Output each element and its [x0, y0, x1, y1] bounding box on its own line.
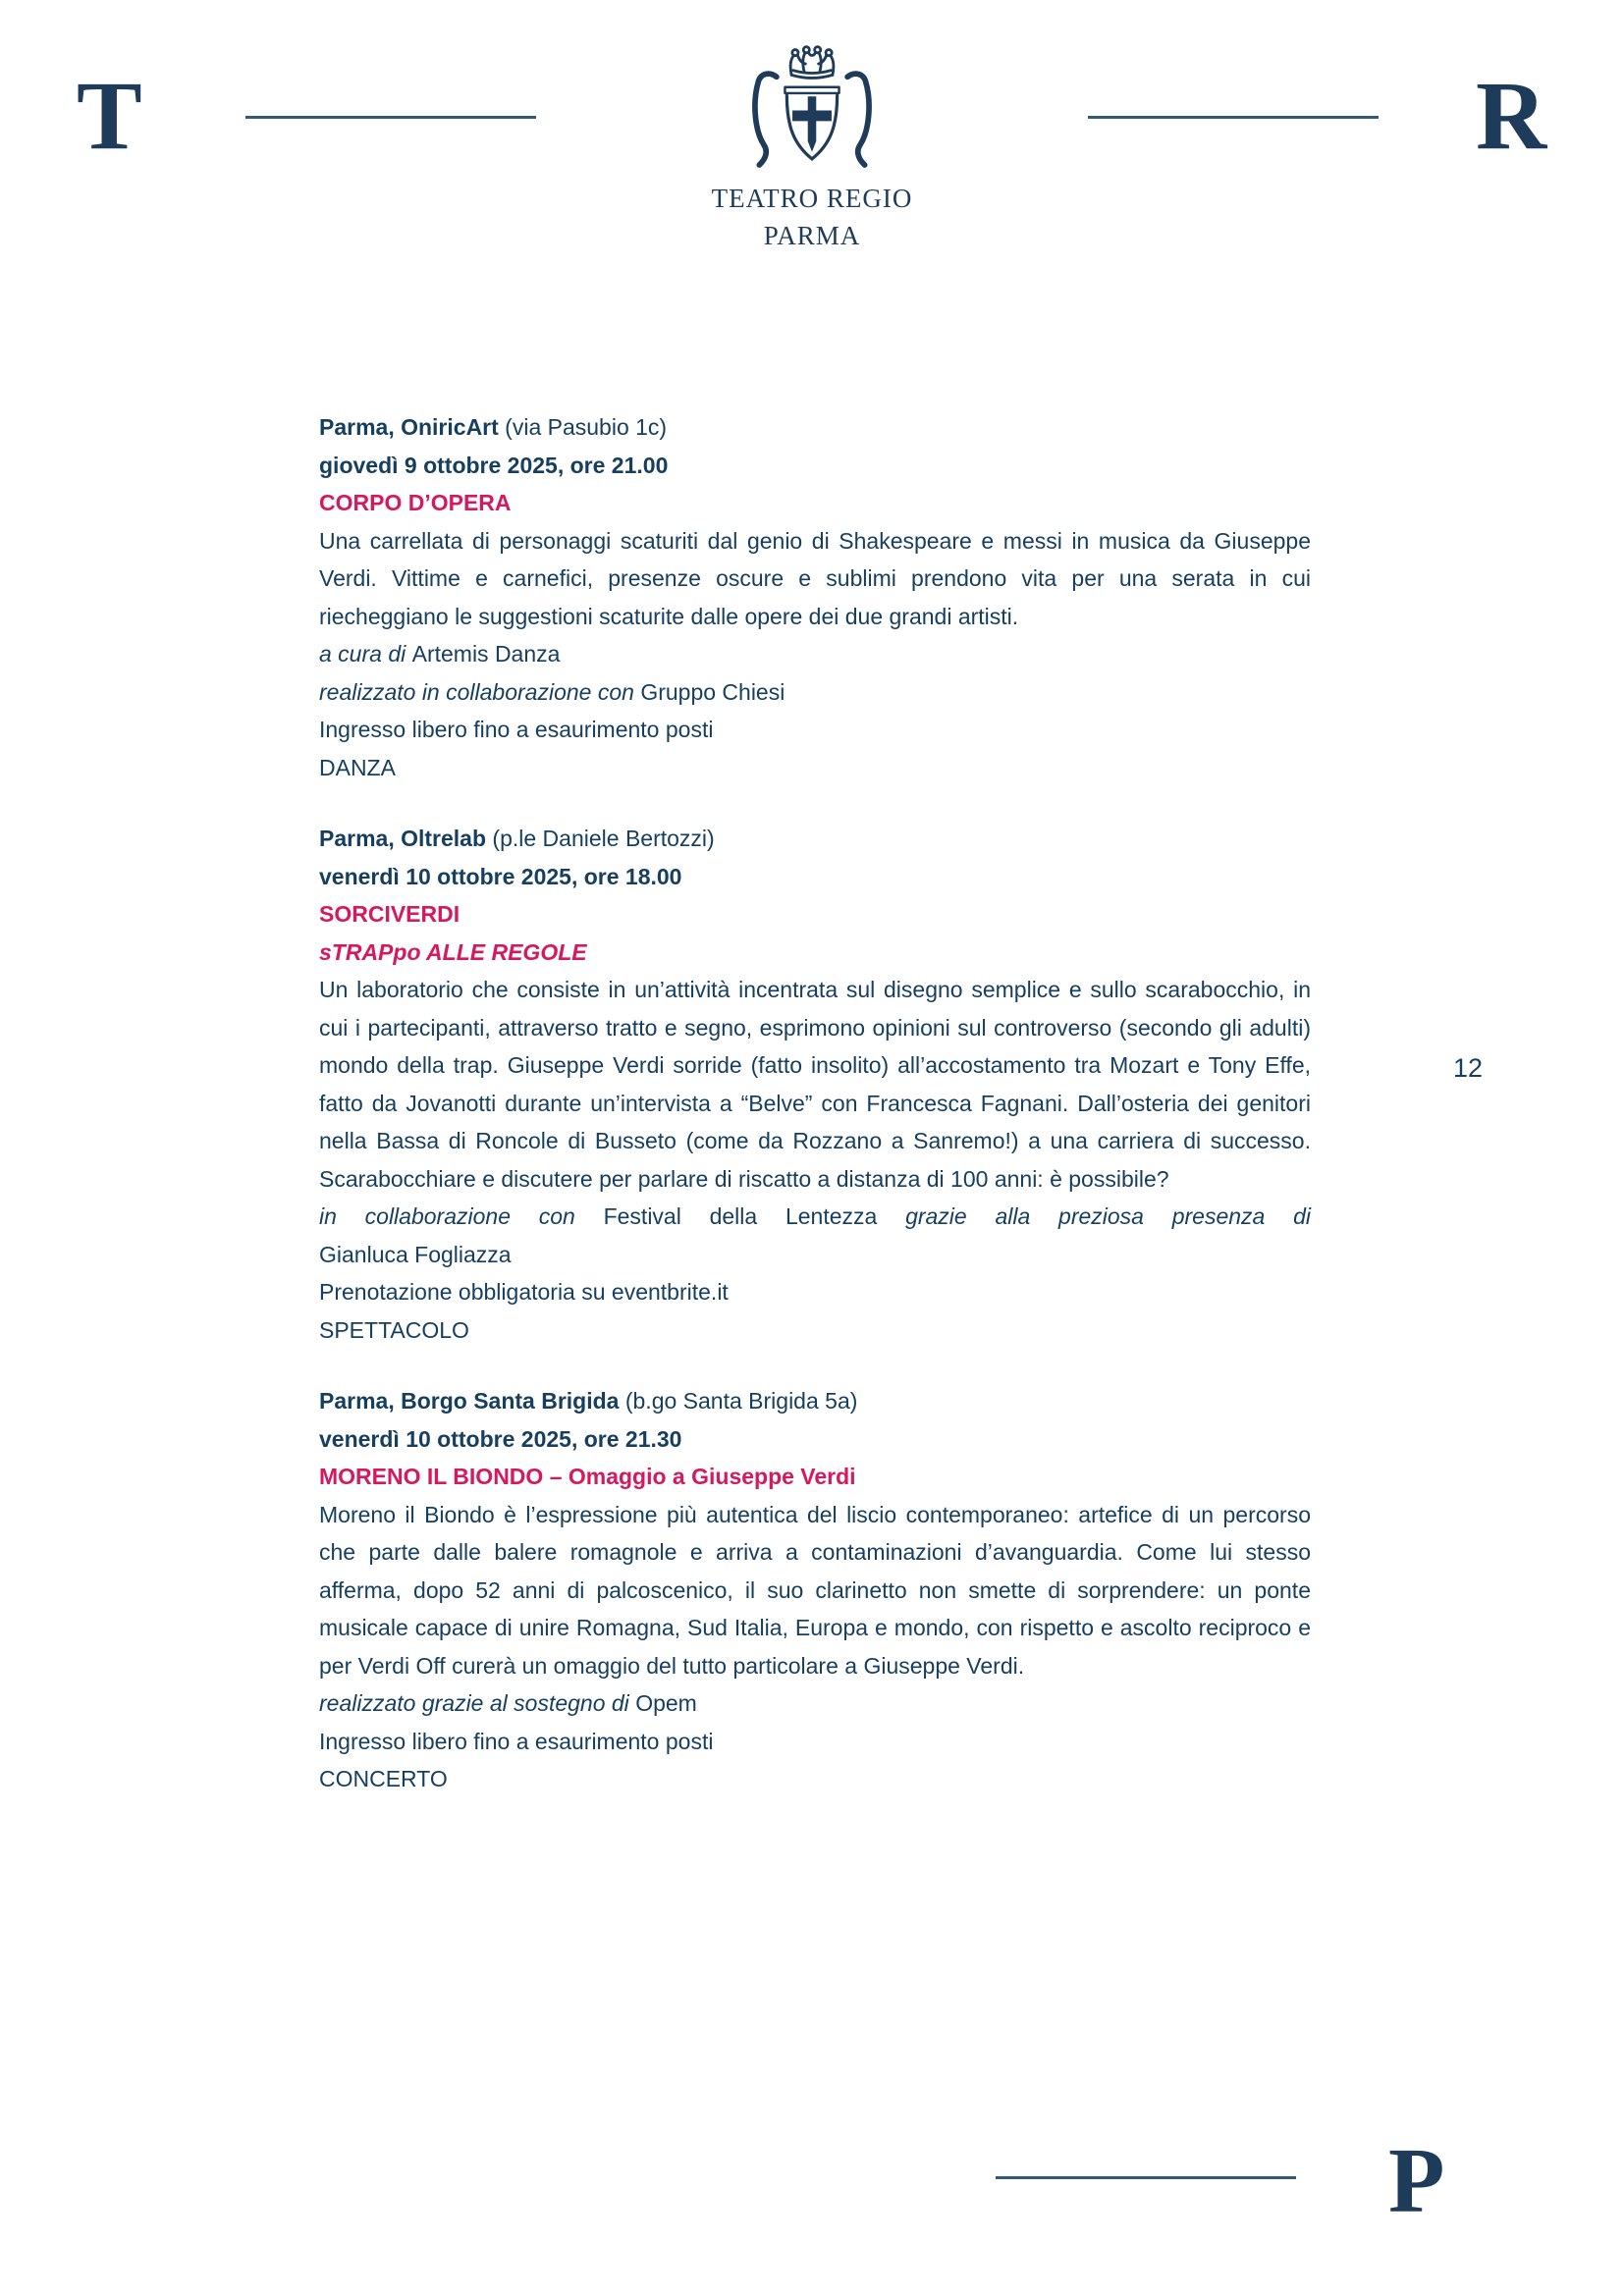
- event-titles: [319, 1458, 1311, 1496]
- events-list: [319, 408, 1311, 1832]
- page-number: 12: [1453, 1053, 1484, 1083]
- shield-cross-icon: [785, 87, 839, 159]
- event-datetime: giovedì 9 ottobre 2025, ore 21.00: [319, 452, 669, 478]
- event-title: MORENO IL BIONDO – Omaggio a Giuseppe Verdi: [319, 1464, 856, 1489]
- event-block: [319, 820, 1311, 1349]
- event-detail-line: realizzato grazie al sostegno di Opem: [319, 1690, 697, 1716]
- event-detail-line: a cura di Artemis Danza: [319, 641, 561, 667]
- corner-letter-p: P: [1388, 2130, 1445, 2232]
- event-detail-line: in collaborazione con Festival della Lentezza grazie alla preziosa presenza di: [319, 1203, 1311, 1229]
- event-venue: [319, 408, 1311, 447]
- event-detail-line: Ingresso libero fino a esaurimento posti: [319, 1728, 714, 1754]
- event-detail-line: SPETTACOLO: [319, 1316, 469, 1343]
- footer-rule: [996, 2176, 1296, 2179]
- teatro-regio-parma-logo: [0, 45, 1624, 250]
- event-titles: [319, 484, 1311, 522]
- event-detail-line: DANZA: [319, 754, 396, 780]
- event-detail-line: Prenotazione obbligatoria su eventbrite.it: [319, 1279, 729, 1305]
- event-block: [319, 1382, 1311, 1798]
- event-title: CORPO D’OPERA: [319, 490, 512, 515]
- event-titles: [319, 895, 1311, 971]
- event-venue-address: (b.go Santa Brigida 5a): [619, 1388, 858, 1414]
- event-title: SORCIVERDI: [319, 901, 460, 927]
- logo-wordmark-line1: TEATRO REGIO: [711, 184, 913, 213]
- event-detail-lines: [319, 1198, 1311, 1349]
- header-rule-right: [1088, 116, 1379, 119]
- event-title: sTRAPpo ALLE REGOLE: [319, 938, 587, 965]
- teatro-regio-crest-icon: [732, 45, 892, 176]
- event-detail-line: realizzato in collaborazione con Gruppo Chiesi: [319, 678, 785, 705]
- event-detail-lines: [319, 1684, 1311, 1798]
- corner-letter-r: R: [1476, 61, 1547, 170]
- crown-icon: [790, 47, 834, 79]
- event-venue: [319, 820, 1311, 858]
- event-venue-address: (p.le Daniele Bertozzi): [486, 826, 715, 851]
- event-datetime: venerdì 10 ottobre 2025, ore 18.00: [319, 863, 682, 889]
- event-detail-line: Ingresso libero fino a esaurimento posti: [319, 717, 714, 742]
- event-description: Un laboratorio che consiste in un’attività incentrata sul disegno semplice e sullo scarabocchio, in cui i partecipanti, attraverso tratto e segno, esprimono opinioni sul controverso (secondo gli adulti) mondo della trap. Giuseppe Verdi sorride (fatto insolito) all’accostamento tra Mozart e Tony Effe, fatto da Jovanotti durante un’intervista a “Belve” con Francesca Fagnani. Dall’osteria dei genitori nella Bassa di Roncole di Busseto (come da Rozzano a Sanremo!) a una carriera di successo. Scarabocchiare e discutere per parlare di riscatto a distanza di 100 anni: è possibile?: [319, 977, 1311, 1192]
- event-venue: [319, 1382, 1311, 1420]
- event-venue-name: Parma, OniricArt: [319, 414, 499, 440]
- corner-letter-t: T: [77, 61, 142, 170]
- event-detail-lines: [319, 635, 1311, 786]
- event-venue-name: Parma, Oltrelab: [319, 826, 487, 851]
- event-datetime: venerdì 10 ottobre 2025, ore 21.30: [319, 1425, 682, 1452]
- event-detail-line: Gianluca Fogliazza: [319, 1241, 512, 1267]
- event-detail-line: CONCERTO: [319, 1766, 448, 1791]
- logo-wordmark-line2: PARMA: [763, 221, 861, 250]
- event-venue-name: Parma, Borgo Santa Brigida: [319, 1388, 620, 1414]
- event-description: Moreno il Biondo è l’espressione più autentica del liscio contemporaneo: artefice di un percorso che parte dalle balere romagnole e arriva a contaminazioni d’avanguardia. Come lui stesso afferma, dopo 52 anni di palcoscenico, il suo clarinetto non smette di sorprendere: un ponte musicale capace di unire Romagna, Sud Italia, Europa e mondo, con rispetto e ascolto reciproco e per Verdi Off curerà un omaggio del tutto particolare a Giuseppe Verdi.: [319, 1501, 1311, 1679]
- event-block: [319, 408, 1311, 786]
- event-description: Una carrellata di personaggi scaturiti dal genio di Shakespeare e messi in musica da Giuseppe Verdi. Vittime e carnefici, presenze oscure e sublimi prendono vita per una serata in cui riecheggiano le suggestioni scaturite dalle opere dei due grandi artisti.: [319, 527, 1311, 629]
- event-venue-address: (via Pasubio 1c): [498, 414, 668, 440]
